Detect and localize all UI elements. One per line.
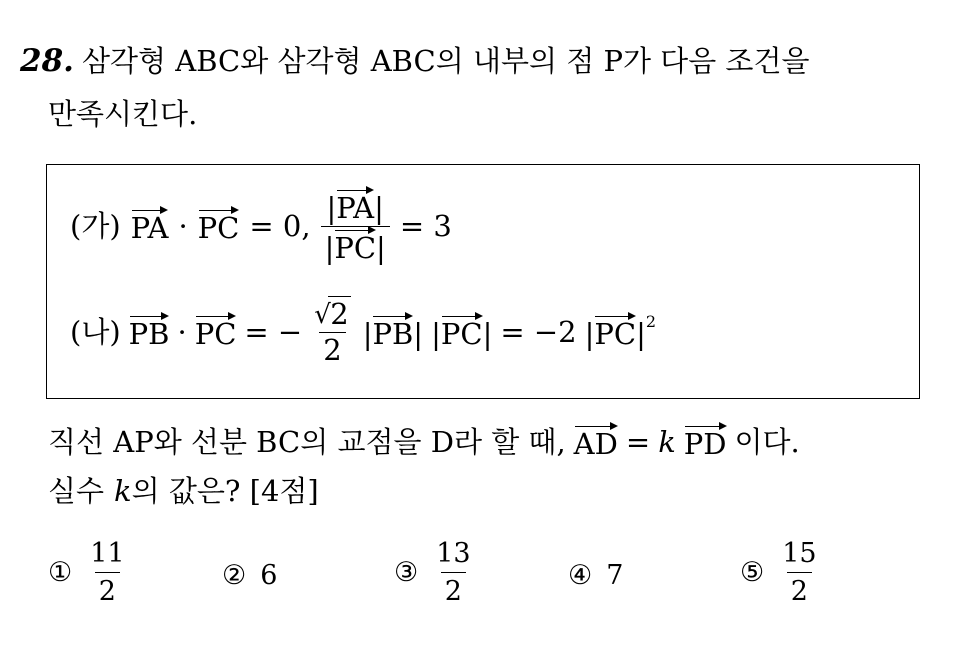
vector-ad: AD [573, 427, 618, 461]
ratio-fraction: $\frac{|PA|}{|PC|}$ [321, 190, 390, 263]
dot-operator: · [177, 315, 187, 349]
vector-pc: PC [194, 317, 237, 351]
vector-pa-magnitude: PA [336, 191, 375, 225]
condition-na [70, 297, 657, 367]
pb-magnitude: |PB| [362, 317, 424, 351]
dot-operator: · [178, 209, 188, 243]
vector-pc: PC [197, 211, 240, 245]
question-line2: 실수 k의 값은? [4점] [48, 474, 319, 508]
vector-pc-magnitude: PC [334, 231, 377, 265]
pc-magnitude-squared: $|PC|^2$ [584, 312, 657, 351]
vector-pb: PB [128, 317, 170, 351]
choice-2[interactable]: ② 6 [222, 560, 278, 591]
choice-4[interactable]: ④ 7 [568, 560, 624, 591]
choice-5[interactable]: ⑤ $\frac{15}{2}$ [740, 538, 817, 607]
equals-negative: = − [244, 315, 303, 349]
equals-three: = 3 [399, 209, 452, 243]
problem-text-line2: 만족시킨다. [48, 97, 198, 131]
condition-ga [70, 190, 452, 263]
equals-zero: = 0, [249, 209, 311, 243]
sqrt-fraction: √ 2 2 [314, 297, 349, 367]
vector-pa: PA [130, 211, 169, 245]
pc-magnitude: |PC| [431, 317, 493, 351]
problem-number: 28. [20, 43, 74, 79]
question-line1: 직선 AP와 선분 BC의 교점을 D라 할 때, AD = k PD 이다. [48, 425, 800, 461]
equals-negative-two: = −2 [500, 315, 577, 349]
sqrt-two: √ 2 [314, 297, 349, 331]
choice-3[interactable]: ③ $\frac{13}{2}$ [394, 538, 471, 607]
choice-1[interactable]: ① $\frac{11}{2}$ [48, 538, 125, 607]
problem-text-line1: 삼각형 ABC와 삼각형 ABC의 내부의 점 P가 다음 조건을 [82, 44, 810, 78]
condition-na-label: (나) [70, 315, 121, 349]
vector-pd: PD [683, 427, 727, 461]
condition-ga-label: (가) [70, 209, 121, 243]
